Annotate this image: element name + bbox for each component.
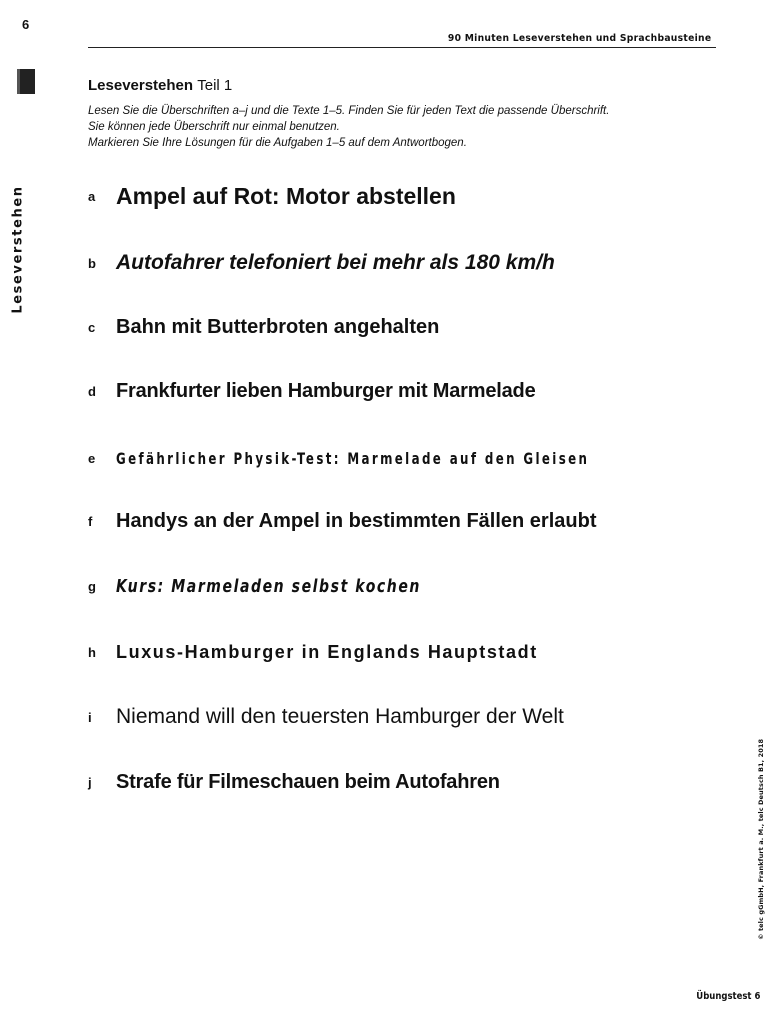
heading-item-f bbox=[88, 501, 596, 541]
heading-item-b bbox=[88, 243, 555, 283]
heading-item-d bbox=[88, 371, 536, 411]
footer-test-label: Übungstest 6 bbox=[695, 991, 760, 1002]
heading-text: Handys an der Ampel in bestimmten Fällen erlaubt bbox=[116, 509, 597, 532]
heading-text: Niemand will den teuersten Hamburger der Welt bbox=[116, 705, 564, 728]
heading-letter: b bbox=[88, 255, 96, 271]
section-title bbox=[88, 77, 232, 94]
section-marker-tab bbox=[17, 69, 35, 94]
heading-text: Autofahrer telefoniert bei mehr als 180 km/h bbox=[116, 251, 555, 274]
heading-item-j bbox=[88, 762, 500, 802]
running-header: 90 Minuten Leseverstehen und Sprachbausteine bbox=[447, 33, 711, 44]
heading-text: Gefährlicher Physik-Test: Marmelade auf den Gleisen bbox=[116, 448, 590, 468]
copyright-notice bbox=[757, 738, 767, 940]
section-title-part: Teil 1 bbox=[197, 77, 233, 94]
heading-text: Ampel auf Rot: Motor abstellen bbox=[116, 182, 456, 209]
section-title-main: Leseverstehen bbox=[88, 77, 194, 94]
side-section-label-text: Leseverstehen bbox=[10, 184, 26, 314]
heading-text: Bahn mit Butterbroten angehalten bbox=[116, 315, 440, 338]
heading-text: Frankfurter lieben Hamburger mit Marmelade bbox=[116, 379, 536, 402]
heading-item-a bbox=[88, 176, 456, 216]
heading-text: Luxus-Hamburger in Englands Hauptstadt bbox=[116, 641, 538, 662]
instructions bbox=[88, 103, 728, 151]
heading-item-g bbox=[88, 566, 507, 606]
heading-item-h bbox=[88, 632, 538, 672]
page-number: 6 bbox=[22, 17, 30, 32]
heading-item-c bbox=[88, 307, 439, 347]
heading-letter: c bbox=[88, 319, 96, 335]
heading-letter: a bbox=[88, 188, 96, 204]
heading-letter: e bbox=[88, 450, 96, 466]
heading-text: Strafe für Filmeschauen beim Autofahren bbox=[116, 770, 500, 793]
instruction-line: Lesen Sie die Überschriften a–j und die Texte 1–5. Finden Sie für jeden Text die passende Überschrift. bbox=[88, 105, 610, 117]
heading-letter: f bbox=[88, 513, 93, 529]
copyright-text: © telc gGmbH, Frankfurt a. M., telc Deutsch B1, 2018 bbox=[757, 738, 765, 940]
heading-letter: h bbox=[88, 644, 96, 660]
heading-letter: j bbox=[88, 774, 92, 790]
instruction-line: Markieren Sie Ihre Lösungen für die Aufgaben 1–5 auf dem Antwortbogen. bbox=[88, 137, 467, 149]
header-rule bbox=[88, 47, 716, 48]
side-section-label bbox=[3, 184, 33, 314]
heading-letter: g bbox=[88, 578, 96, 594]
heading-item-i bbox=[88, 697, 564, 737]
heading-letter: d bbox=[88, 383, 96, 399]
heading-item-e bbox=[88, 438, 756, 478]
heading-text: Kurs: Marmeladen selbst kochen bbox=[116, 575, 421, 597]
heading-letter: i bbox=[88, 709, 92, 725]
instruction-line: Sie können jede Überschrift nur einmal benutzen. bbox=[88, 121, 340, 133]
